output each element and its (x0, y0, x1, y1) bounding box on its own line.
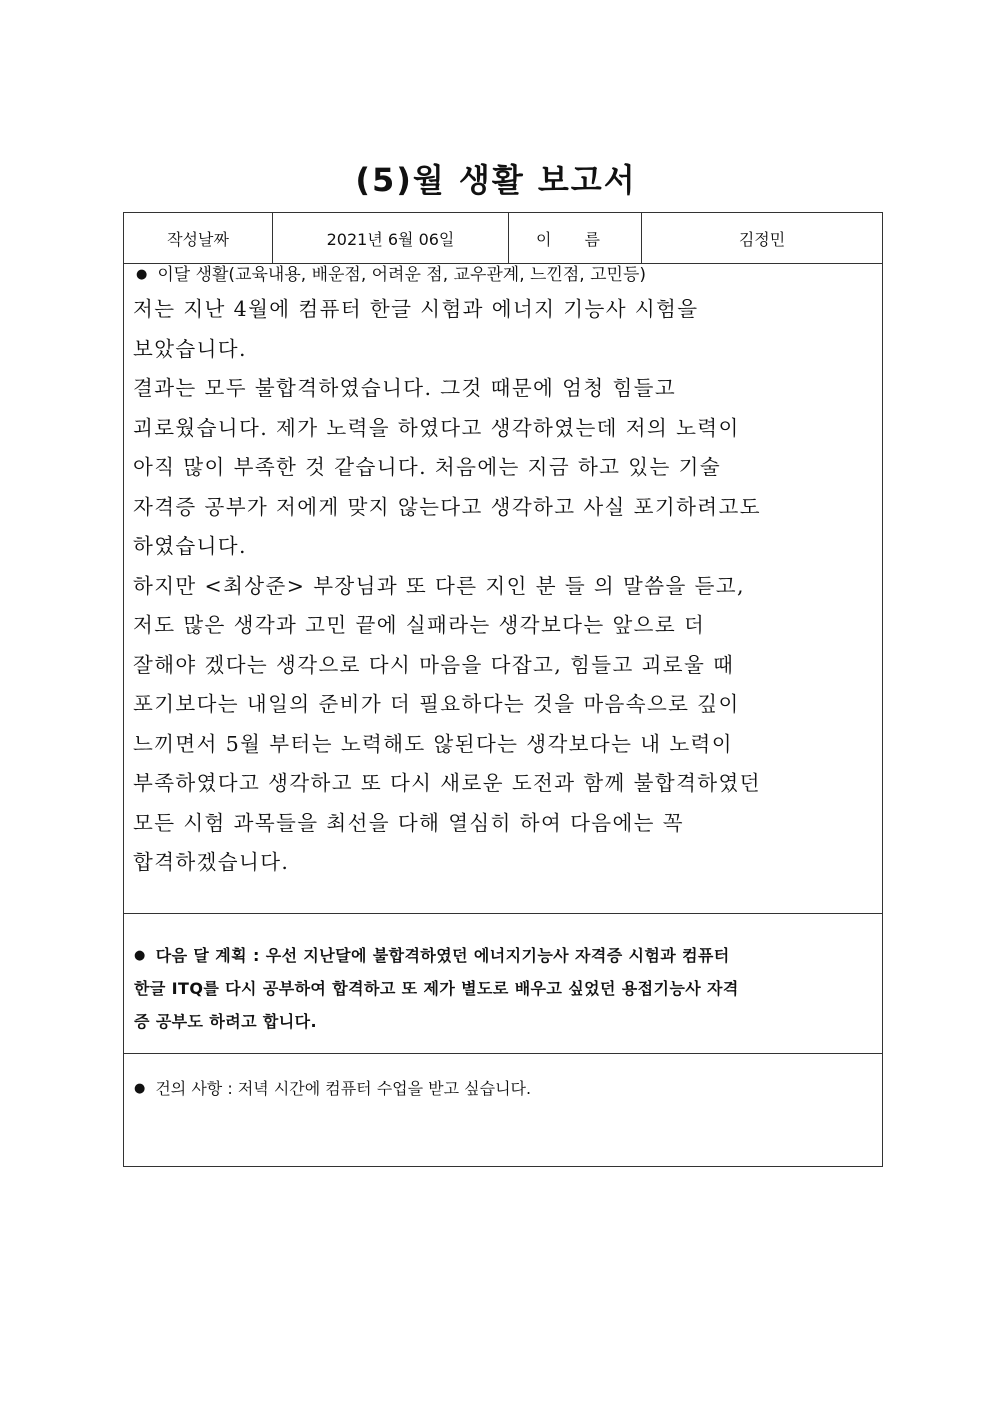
bullet-icon: ● (134, 1081, 146, 1096)
life-line: 모든 시험 과목들을 최선을 다해 열심히 하여 다음에는 꼭 (133, 810, 684, 835)
next-month-plan-section (124, 913, 882, 1054)
life-heading (136, 263, 646, 287)
name-label: 이 름 (509, 213, 642, 263)
life-line: 보았습니다. (133, 336, 247, 361)
bullet-icon: ● (136, 267, 148, 282)
life-line: 결과는 모두 불합격하였습니다. 그것 때문에 엄청 힘들고 (133, 376, 677, 400)
plan-line (134, 939, 874, 972)
header-row (124, 213, 882, 264)
plan-line: 증 공부도 하려고 합니다. (134, 1012, 317, 1031)
name-value: 김정민 (738, 229, 786, 249)
life-line: 저는 지난 4월에 컴퓨터 한글 시험과 에너지 기능사 시험을 (133, 297, 699, 321)
life-line: 합격하겠습니다. (133, 850, 290, 874)
life-line: 느끼면서 5월 부터는 노력해도 않된다는 생각보다는 내 노력이 (133, 731, 733, 756)
life-line: 하였습니다. (133, 534, 247, 558)
life-line: 저도 많은 생각과 고민 끝에 실패라는 생각보다는 앞으로 더 (133, 613, 706, 637)
life-heading-text: 이달 생활(교육내용, 배운점, 어려운 점, 교우관계, 느낀점, 고민등) (157, 265, 647, 285)
suggestion-text (134, 1077, 531, 1101)
life-body (133, 290, 878, 883)
suggestion-line: 건의 사항 : 저녁 시간에 컴퓨터 수업을 받고 싶습니다. (155, 1079, 532, 1098)
report-table (123, 212, 883, 1167)
life-line: 아직 많이 부족한 것 같습니다. 처음에는 지금 하고 있는 기술 (133, 455, 722, 479)
page-title: (5)월 생활 보고서 (355, 161, 637, 199)
date-label: 작성날짜 (124, 213, 273, 263)
life-line: 포기보다는 내일의 준비가 더 필요하다는 것을 마음속으로 깊이 (133, 692, 740, 716)
plan-text (134, 939, 874, 1038)
life-line: 잘해야 겠다는 생각으로 다시 마음을 다잡고, 힘들고 괴로울 때 (133, 652, 735, 677)
suggestion-section (124, 1053, 882, 1166)
plan-line-text: 다음 달 계획 : 우선 지난달에 불합격하였던 에너지기능사 자격증 시험과 컴퓨터 (155, 946, 730, 965)
monthly-life-section (124, 263, 882, 914)
bullet-icon: ● (134, 948, 146, 963)
life-line: 괴로웠습니다. 제가 노력을 하였다고 생각하였는데 저의 노력이 (133, 415, 740, 440)
life-line: 자격증 공부가 저에게 맞지 않는다고 생각하고 사실 포기하려고도 (133, 494, 761, 519)
date-value: 2021년 6월 06일 (273, 213, 509, 263)
plan-line: 한글 ITQ를 다시 공부하여 합격하고 또 제가 별도로 배우고 싶었던 용접기능사 자격 (134, 979, 739, 998)
life-line: 하지만 <최상준> 부장님과 또 다른 지인 분 들 의 말씀을 듣고, (133, 573, 745, 598)
life-line: 부족하였다고 생각하고 또 다시 새로운 도전과 함께 불합격하였던 (133, 771, 761, 795)
